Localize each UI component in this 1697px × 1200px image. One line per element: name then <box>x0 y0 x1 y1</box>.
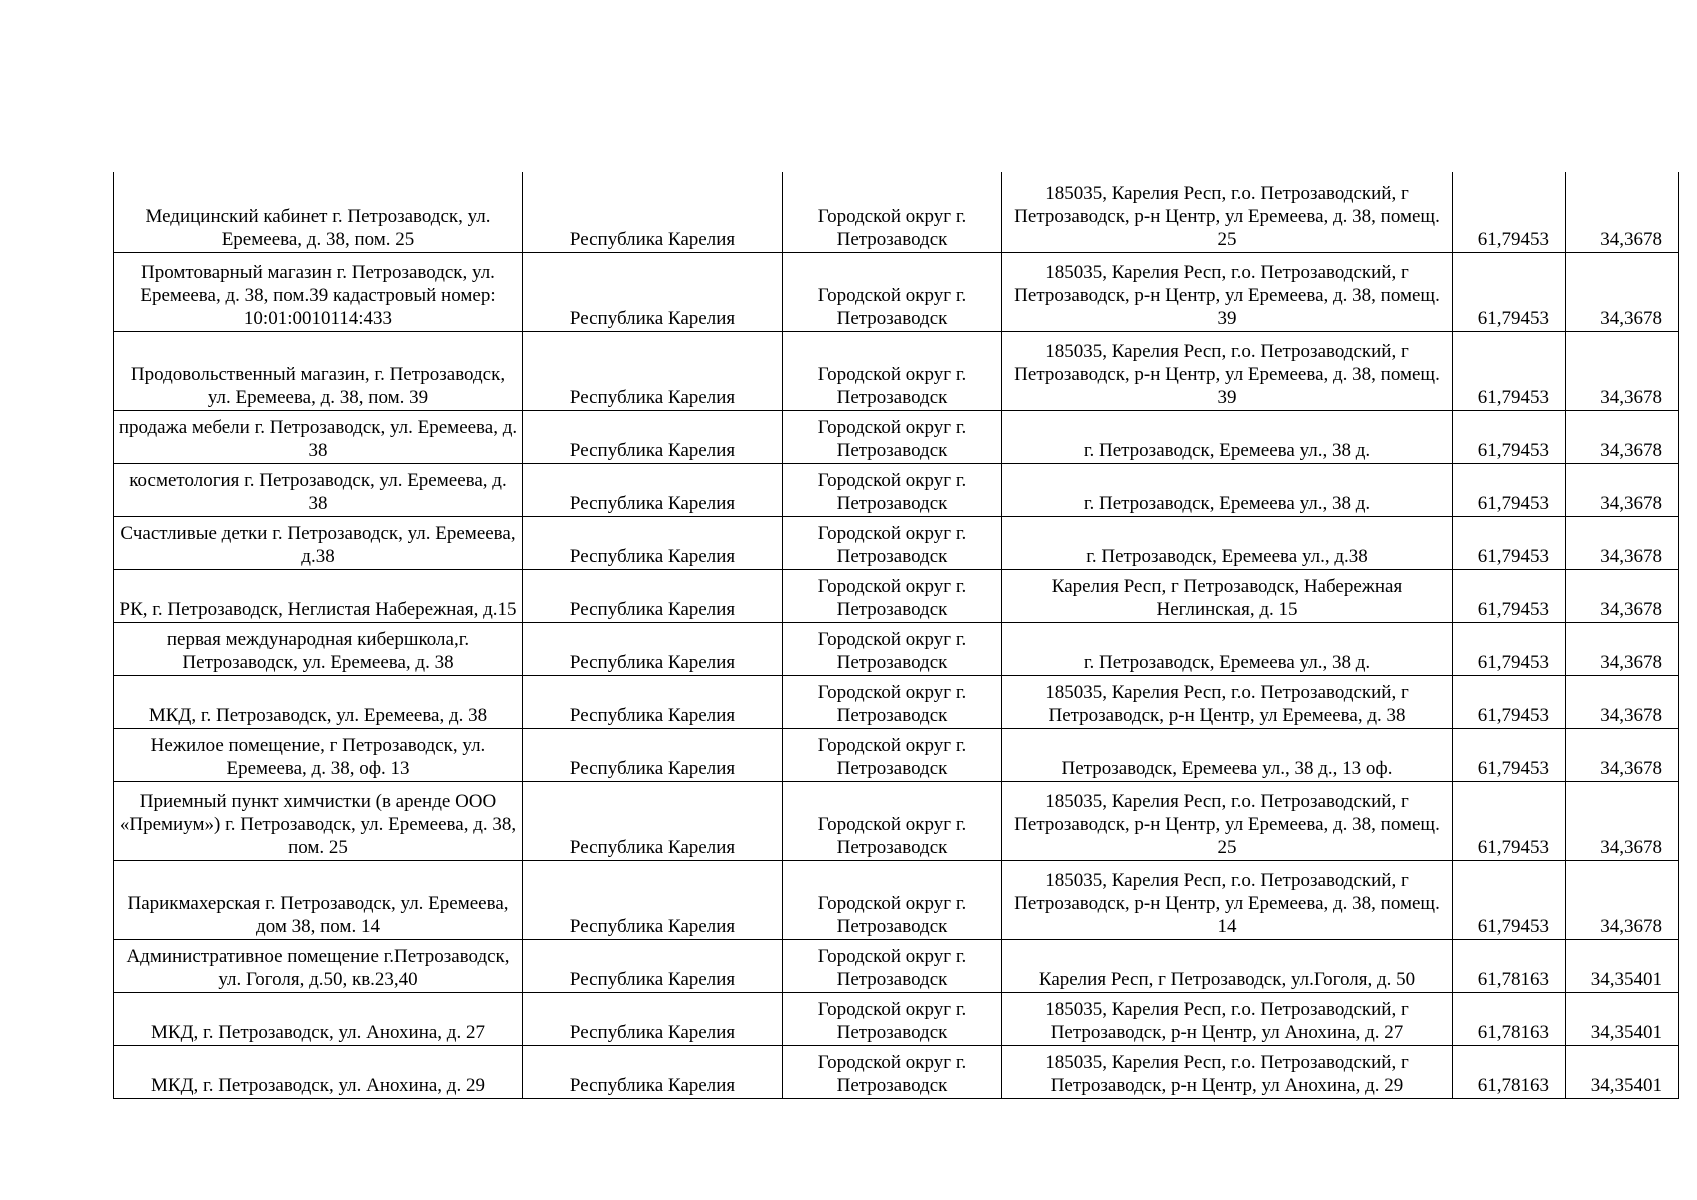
longitude-cell: 34,3678 <box>1566 331 1679 410</box>
latitude-cell: 61,79453 <box>1453 860 1566 939</box>
object-name-cell: РК, г. Петрозаводск, Неглистая Набережная, д.15 <box>114 569 523 622</box>
address-cell: г. Петрозаводск, Еремеева ул., 38 д. <box>1002 410 1453 463</box>
latitude-cell: 61,78163 <box>1453 939 1566 992</box>
region-cell: Республика Карелия <box>523 331 783 410</box>
district-cell: Городской округ г. Петрозаводск <box>783 1045 1002 1098</box>
table-row <box>114 463 1679 516</box>
longitude-cell: 34,3678 <box>1566 252 1679 331</box>
longitude-cell: 34,3678 <box>1566 860 1679 939</box>
district-cell: Городской округ г. Петрозаводск <box>783 622 1002 675</box>
longitude-cell: 34,3678 <box>1566 516 1679 569</box>
address-cell: 185035, Карелия Респ, г.о. Петрозаводский, г Петрозаводск, р-н Центр, ул Еремеева, д. 38 <box>1002 675 1453 728</box>
district-cell: Городской округ г. Петрозаводск <box>783 781 1002 860</box>
district-cell: Городской округ г. Петрозаводск <box>783 939 1002 992</box>
district-cell: Городской округ г. Петрозаводск <box>783 569 1002 622</box>
objects-table-body <box>114 172 1679 1098</box>
address-cell: 185035, Карелия Респ, г.о. Петрозаводский, г Петрозаводск, р-н Центр, ул Анохина, д. 27 <box>1002 992 1453 1045</box>
object-name-cell: Нежилое помещение, г Петрозаводск, ул. Еремеева, д. 38, оф. 13 <box>114 728 523 781</box>
address-cell: 185035, Карелия Респ, г.о. Петрозаводский, г Петрозаводск, р-н Центр, ул Анохина, д. 29 <box>1002 1045 1453 1098</box>
district-cell: Городской округ г. Петрозаводск <box>783 860 1002 939</box>
latitude-cell: 61,79453 <box>1453 675 1566 728</box>
object-name-cell: МКД, г. Петрозаводск, ул. Еремеева, д. 38 <box>114 675 523 728</box>
table-row <box>114 172 1679 252</box>
district-cell: Городской округ г. Петрозаводск <box>783 728 1002 781</box>
region-cell: Республика Карелия <box>523 860 783 939</box>
object-name-cell: Административное помещение г.Петрозаводск, ул. Гоголя, д.50, кв.23,40 <box>114 939 523 992</box>
latitude-cell: 61,79453 <box>1453 410 1566 463</box>
district-cell: Городской округ г. Петрозаводск <box>783 252 1002 331</box>
table-row <box>114 675 1679 728</box>
longitude-cell: 34,3678 <box>1566 463 1679 516</box>
longitude-cell: 34,35401 <box>1566 939 1679 992</box>
region-cell: Республика Карелия <box>523 781 783 860</box>
table-row <box>114 410 1679 463</box>
longitude-cell: 34,3678 <box>1566 410 1679 463</box>
address-cell: г. Петрозаводск, Еремеева ул., 38 д. <box>1002 463 1453 516</box>
longitude-cell: 34,3678 <box>1566 728 1679 781</box>
region-cell: Республика Карелия <box>523 172 783 252</box>
address-cell: 185035, Карелия Респ, г.о. Петрозаводский, г Петрозаводск, р-н Центр, ул Еремеева, д. 38, помещ. 39 <box>1002 331 1453 410</box>
object-name-cell: МКД, г. Петрозаводск, ул. Анохина, д. 27 <box>114 992 523 1045</box>
object-name-cell: Медицинский кабинет г. Петрозаводск, ул. Еремеева, д. 38, пом. 25 <box>114 172 523 252</box>
region-cell: Республика Карелия <box>523 410 783 463</box>
address-cell: г. Петрозаводск, Еремеева ул., 38 д. <box>1002 622 1453 675</box>
longitude-cell: 34,35401 <box>1566 1045 1679 1098</box>
table-row <box>114 569 1679 622</box>
longitude-cell: 34,3678 <box>1566 172 1679 252</box>
region-cell: Республика Карелия <box>523 939 783 992</box>
table-row <box>114 516 1679 569</box>
district-cell: Городской округ г. Петрозаводск <box>783 331 1002 410</box>
longitude-cell: 34,3678 <box>1566 569 1679 622</box>
longitude-cell: 34,3678 <box>1566 781 1679 860</box>
object-name-cell: Парикмахерская г. Петрозаводск, ул. Еремеева, дом 38, пом. 14 <box>114 860 523 939</box>
district-cell: Городской округ г. Петрозаводск <box>783 992 1002 1045</box>
region-cell: Республика Карелия <box>523 992 783 1045</box>
latitude-cell: 61,79453 <box>1453 463 1566 516</box>
latitude-cell: 61,79453 <box>1453 569 1566 622</box>
district-cell: Городской округ г. Петрозаводск <box>783 516 1002 569</box>
district-cell: Городской округ г. Петрозаводск <box>783 172 1002 252</box>
latitude-cell: 61,79453 <box>1453 331 1566 410</box>
table-row <box>114 728 1679 781</box>
object-name-cell: Промтоварный магазин г. Петрозаводск, ул. Еремеева, д. 38, пом.39 кадастровый номер: 10:01:0010114:433 <box>114 252 523 331</box>
latitude-cell: 61,79453 <box>1453 516 1566 569</box>
table-row <box>114 992 1679 1045</box>
region-cell: Республика Карелия <box>523 516 783 569</box>
address-cell: 185035, Карелия Респ, г.о. Петрозаводский, г Петрозаводск, р-н Центр, ул Еремеева, д. 38, помещ. 25 <box>1002 172 1453 252</box>
region-cell: Республика Карелия <box>523 569 783 622</box>
region-cell: Республика Карелия <box>523 252 783 331</box>
table-row <box>114 939 1679 992</box>
latitude-cell: 61,79453 <box>1453 252 1566 331</box>
longitude-cell: 34,35401 <box>1566 992 1679 1045</box>
latitude-cell: 61,79453 <box>1453 728 1566 781</box>
district-cell: Городской округ г. Петрозаводск <box>783 463 1002 516</box>
object-name-cell: косметология г. Петрозаводск, ул. Еремеева, д. 38 <box>114 463 523 516</box>
table-row <box>114 252 1679 331</box>
latitude-cell: 61,78163 <box>1453 1045 1566 1098</box>
table-row <box>114 860 1679 939</box>
longitude-cell: 34,3678 <box>1566 675 1679 728</box>
district-cell: Городской округ г. Петрозаводск <box>783 410 1002 463</box>
region-cell: Республика Карелия <box>523 1045 783 1098</box>
objects-table <box>113 172 1679 1099</box>
district-cell: Городской округ г. Петрозаводск <box>783 675 1002 728</box>
region-cell: Республика Карелия <box>523 675 783 728</box>
address-cell: Карелия Респ, г Петрозаводск, Набережная Неглинская, д. 15 <box>1002 569 1453 622</box>
object-name-cell: продажа мебели г. Петрозаводск, ул. Еремеева, д. 38 <box>114 410 523 463</box>
table-row <box>114 331 1679 410</box>
address-cell: г. Петрозаводск, Еремеева ул., д.38 <box>1002 516 1453 569</box>
object-name-cell: МКД, г. Петрозаводск, ул. Анохина, д. 29 <box>114 1045 523 1098</box>
latitude-cell: 61,79453 <box>1453 781 1566 860</box>
region-cell: Республика Карелия <box>523 728 783 781</box>
table-row <box>114 781 1679 860</box>
latitude-cell: 61,79453 <box>1453 172 1566 252</box>
table-row <box>114 622 1679 675</box>
region-cell: Республика Карелия <box>523 463 783 516</box>
address-cell: 185035, Карелия Респ, г.о. Петрозаводский, г Петрозаводск, р-н Центр, ул Еремеева, д. 38, помещ. 14 <box>1002 860 1453 939</box>
object-name-cell: Счастливые детки г. Петрозаводск, ул. Еремеева, д.38 <box>114 516 523 569</box>
address-cell: Карелия Респ, г Петрозаводск, ул.Гоголя, д. 50 <box>1002 939 1453 992</box>
object-name-cell: Приемный пункт химчистки (в аренде ООО «Премиум») г. Петрозаводск, ул. Еремеева, д. 38, пом. 25 <box>114 781 523 860</box>
address-cell: Петрозаводск, Еремеева ул., 38 д., 13 оф. <box>1002 728 1453 781</box>
region-cell: Республика Карелия <box>523 622 783 675</box>
address-cell: 185035, Карелия Респ, г.о. Петрозаводский, г Петрозаводск, р-н Центр, ул Еремеева, д. 38, помещ. 25 <box>1002 781 1453 860</box>
table-row <box>114 1045 1679 1098</box>
longitude-cell: 34,3678 <box>1566 622 1679 675</box>
latitude-cell: 61,79453 <box>1453 622 1566 675</box>
object-name-cell: первая международная кибершкола,г. Петрозаводск, ул. Еремеева, д. 38 <box>114 622 523 675</box>
object-name-cell: Продовольственный магазин, г. Петрозаводск, ул. Еремеева, д. 38, пом. 39 <box>114 331 523 410</box>
latitude-cell: 61,78163 <box>1453 992 1566 1045</box>
address-cell: 185035, Карелия Респ, г.о. Петрозаводский, г Петрозаводск, р-н Центр, ул Еремеева, д. 38, помещ. 39 <box>1002 252 1453 331</box>
